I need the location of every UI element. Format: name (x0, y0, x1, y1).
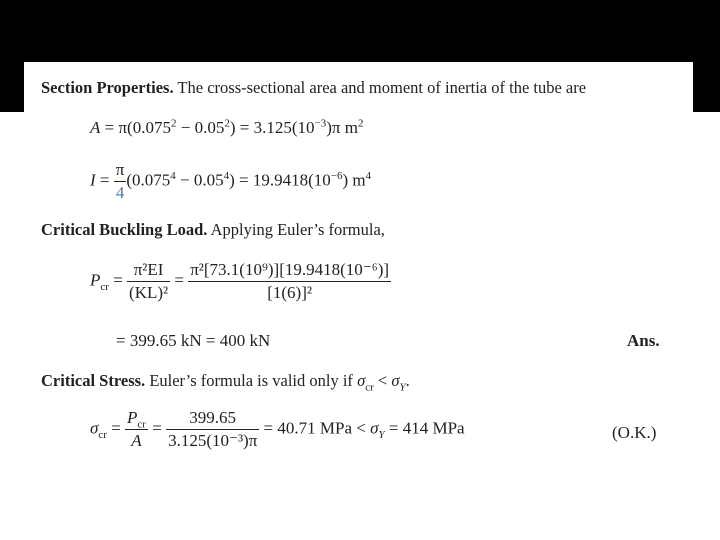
area-eq-part: − 0.05 (176, 118, 225, 137)
stress-subscript: cr (98, 428, 107, 441)
pi-over-four-fraction (114, 160, 127, 203)
area-eq-part: ) = 3.125(10 (229, 118, 315, 137)
period: . (405, 371, 410, 390)
critical-buckling-text: Applying Euler’s formula, (210, 220, 385, 239)
fraction-numerator: π (115, 160, 125, 179)
sigma-yield-symbol: σ (370, 418, 379, 438)
load-symbol: P (127, 408, 138, 427)
critical-stress-paragraph (41, 371, 410, 394)
less-than-sign: < (377, 371, 388, 390)
euler-load-equation (90, 260, 391, 303)
area-equation (90, 118, 363, 138)
p-over-a-fraction (125, 408, 148, 451)
fraction-denominator: 4 (114, 181, 127, 203)
area-eq-exp: 2 (224, 117, 230, 130)
equals-sign: = (99, 170, 110, 190)
fraction-denominator: (KL)² (129, 283, 169, 302)
inertia-eq-part: (0.075 (126, 170, 171, 190)
stress-substituted-fraction (166, 408, 259, 451)
fraction-numerator (125, 408, 148, 429)
inertia-eq-part: − 0.05 (175, 170, 224, 190)
fraction-numerator: π²[73.1(10⁹)][19.9418(10⁻⁶)] (190, 260, 390, 279)
area-eq-part: )π m (326, 118, 358, 137)
fraction-denominator: [1(6)]² (188, 281, 391, 303)
sigma-yield-subscript: Y (378, 428, 385, 441)
equals-sign: = (111, 418, 121, 438)
area-eq-exp: 2 (357, 117, 364, 130)
ok-label: (O.K.) (612, 423, 657, 442)
section-properties-paragraph (41, 78, 586, 98)
critical-stress-text: Euler’s formula is valid only if (149, 371, 353, 390)
inertia-eq-exp: 4 (170, 169, 176, 182)
inertia-eq-exp: 4 (365, 169, 372, 182)
euler-fraction (127, 260, 170, 303)
equals-sign: = (113, 270, 123, 290)
fraction-denominator: 3.125(10⁻³)π (168, 431, 258, 450)
section-properties-text: The cross-sectional area and moment of inertia of the tube are (177, 78, 587, 97)
load-subscript: cr (100, 280, 109, 293)
inertia-eq-exp: 4 (223, 169, 230, 182)
load-symbol: P (90, 270, 101, 290)
area-eq-exp: −3 (314, 117, 327, 130)
area-eq-part: = π(0.075 (104, 118, 171, 137)
inertia-eq-exp: −6 (330, 169, 343, 182)
critical-buckling-paragraph (41, 220, 385, 240)
area-eq-exp: 2 (170, 117, 177, 130)
inertia-symbol: I (90, 170, 96, 190)
section-properties-heading: Section Properties. (41, 78, 174, 97)
stress-result: = 40.71 MPa < (263, 418, 366, 438)
sigma-yield-symbol: σ (391, 371, 400, 390)
euler-substituted-fraction (188, 260, 391, 303)
sigma-symbol: σ (357, 371, 366, 390)
fraction-numerator: 399.65 (189, 408, 237, 427)
load-subscript: cr (137, 418, 146, 431)
inertia-equation (90, 160, 371, 203)
critical-buckling-heading: Critical Buckling Load. (41, 220, 208, 239)
inertia-eq-part: ) = 19.9418(10 (229, 170, 331, 190)
equals-sign: = (152, 418, 162, 438)
yield-stress-value: = 414 MPa (388, 418, 465, 438)
critical-stress-equation (90, 408, 465, 451)
fraction-numerator: π²EI (133, 260, 164, 279)
fraction-denominator: A (131, 431, 142, 450)
inertia-eq-part: ) m (342, 170, 366, 190)
critical-stress-heading: Critical Stress. (41, 371, 146, 390)
answer-label: Ans. (627, 331, 660, 350)
equals-sign: = (174, 270, 184, 290)
area-symbol: A (90, 118, 101, 137)
sigma-subscript: cr (365, 381, 374, 394)
stress-symbol: σ (90, 418, 99, 438)
sigma-yield-subscript: Y (399, 381, 406, 394)
buckling-load-result: = 399.65 kN = 400 kN (116, 331, 271, 350)
